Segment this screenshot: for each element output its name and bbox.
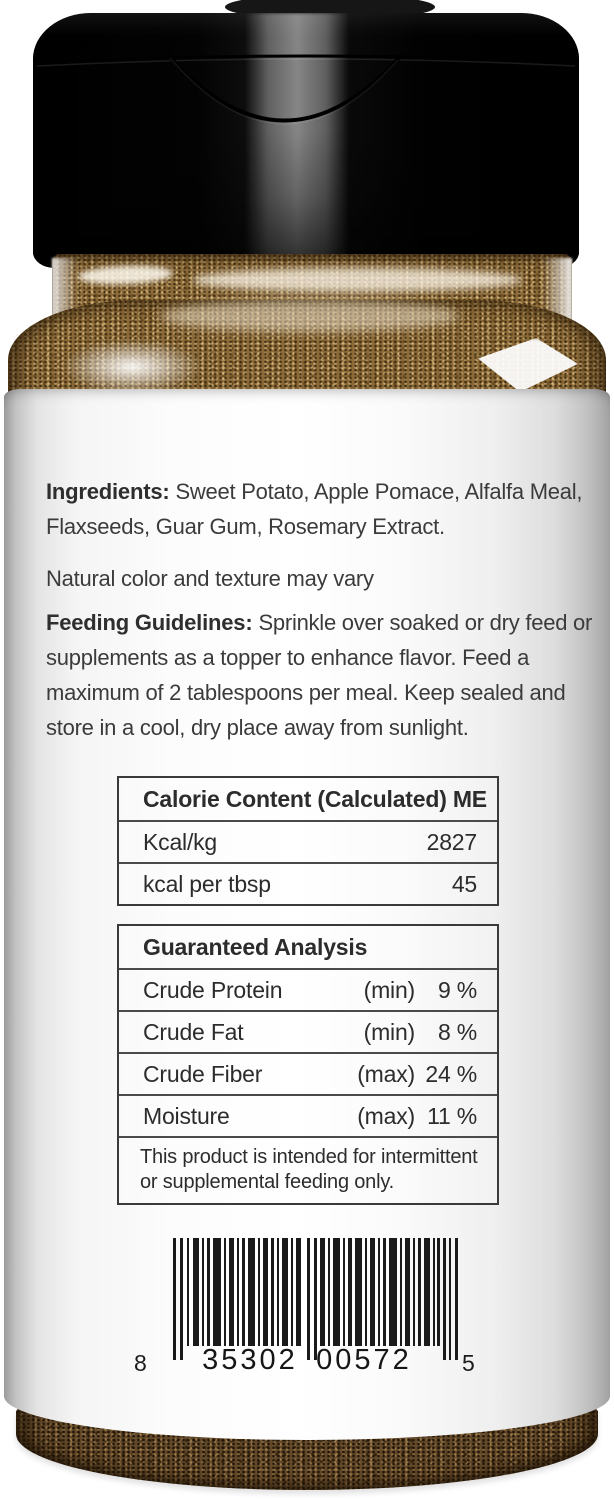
table-row [119,968,497,1010]
barcode-digit-right: 5 [462,1350,475,1376]
row-value: 24 % [425,1060,477,1087]
ingredients-section [46,474,598,544]
product-label [4,389,610,1440]
row-label: kcal per tbsp [143,870,271,897]
feeding-guidelines-text: Sprinkle over soaked or dry feed or supplements as a topper to enhance flavor. Feed a maximum of 2 tablespoons per meal. Keep sealed and store in a cool, dry place away from sunlight. [46,610,593,740]
feeding-statement: This product is intended for intermittent or supplemental feeding only. [119,1136,497,1203]
calorie-content-table [117,776,499,906]
ingredients-text: Sweet Potato, Apple Pomace, Alfalfa Meal, Flaxseeds, Guar Gum, Rosemary Extract. [46,479,583,539]
row-value: 8 % [437,1018,477,1045]
neck-sheen-wide [192,268,522,292]
analysis-table-title: Guaranteed Analysis [143,934,368,960]
barcode-digit-left: 8 [134,1350,147,1376]
ingredients-heading: Ingredients: [46,479,170,504]
table-row [119,1010,497,1052]
table-row [119,1094,497,1136]
jar-cap [33,13,579,268]
calorie-table-title: Calorie Content (Calculated) ME [143,786,487,812]
row-value: 9 % [437,976,477,1003]
table-row [119,1052,497,1094]
cap-shading [33,13,579,268]
row-value: 11 % [427,1102,477,1129]
row-value: 45 [451,870,477,897]
table-row [119,820,497,862]
barcode-digits-group1: 35302 [202,1344,298,1376]
guaranteed-analysis-table [117,924,499,1205]
row-qualifier: (max) [357,1102,415,1129]
table-row [119,862,497,904]
row-label: Crude Protein [143,976,283,1003]
barcode-digits-group2: 00572 [316,1344,412,1376]
row-qualifier: (min) [363,976,415,1003]
variation-note: Natural color and texture may vary [46,566,374,591]
row-qualifier: (max) [357,1060,415,1087]
feeding-guidelines-heading: Feeding Guidelines: [46,610,253,635]
row-qualifier: (min) [363,1018,415,1045]
shoulder-sheen [160,300,460,332]
row-value: 2827 [426,828,477,855]
row-label: Moisture [143,1102,230,1129]
shoulder-reflection-left [62,340,202,394]
row-label: Crude Fat [143,1018,244,1045]
row-label: Crude Fiber [143,1060,263,1087]
row-label: Kcal/kg [143,828,218,855]
feeding-guidelines-section [46,605,602,745]
